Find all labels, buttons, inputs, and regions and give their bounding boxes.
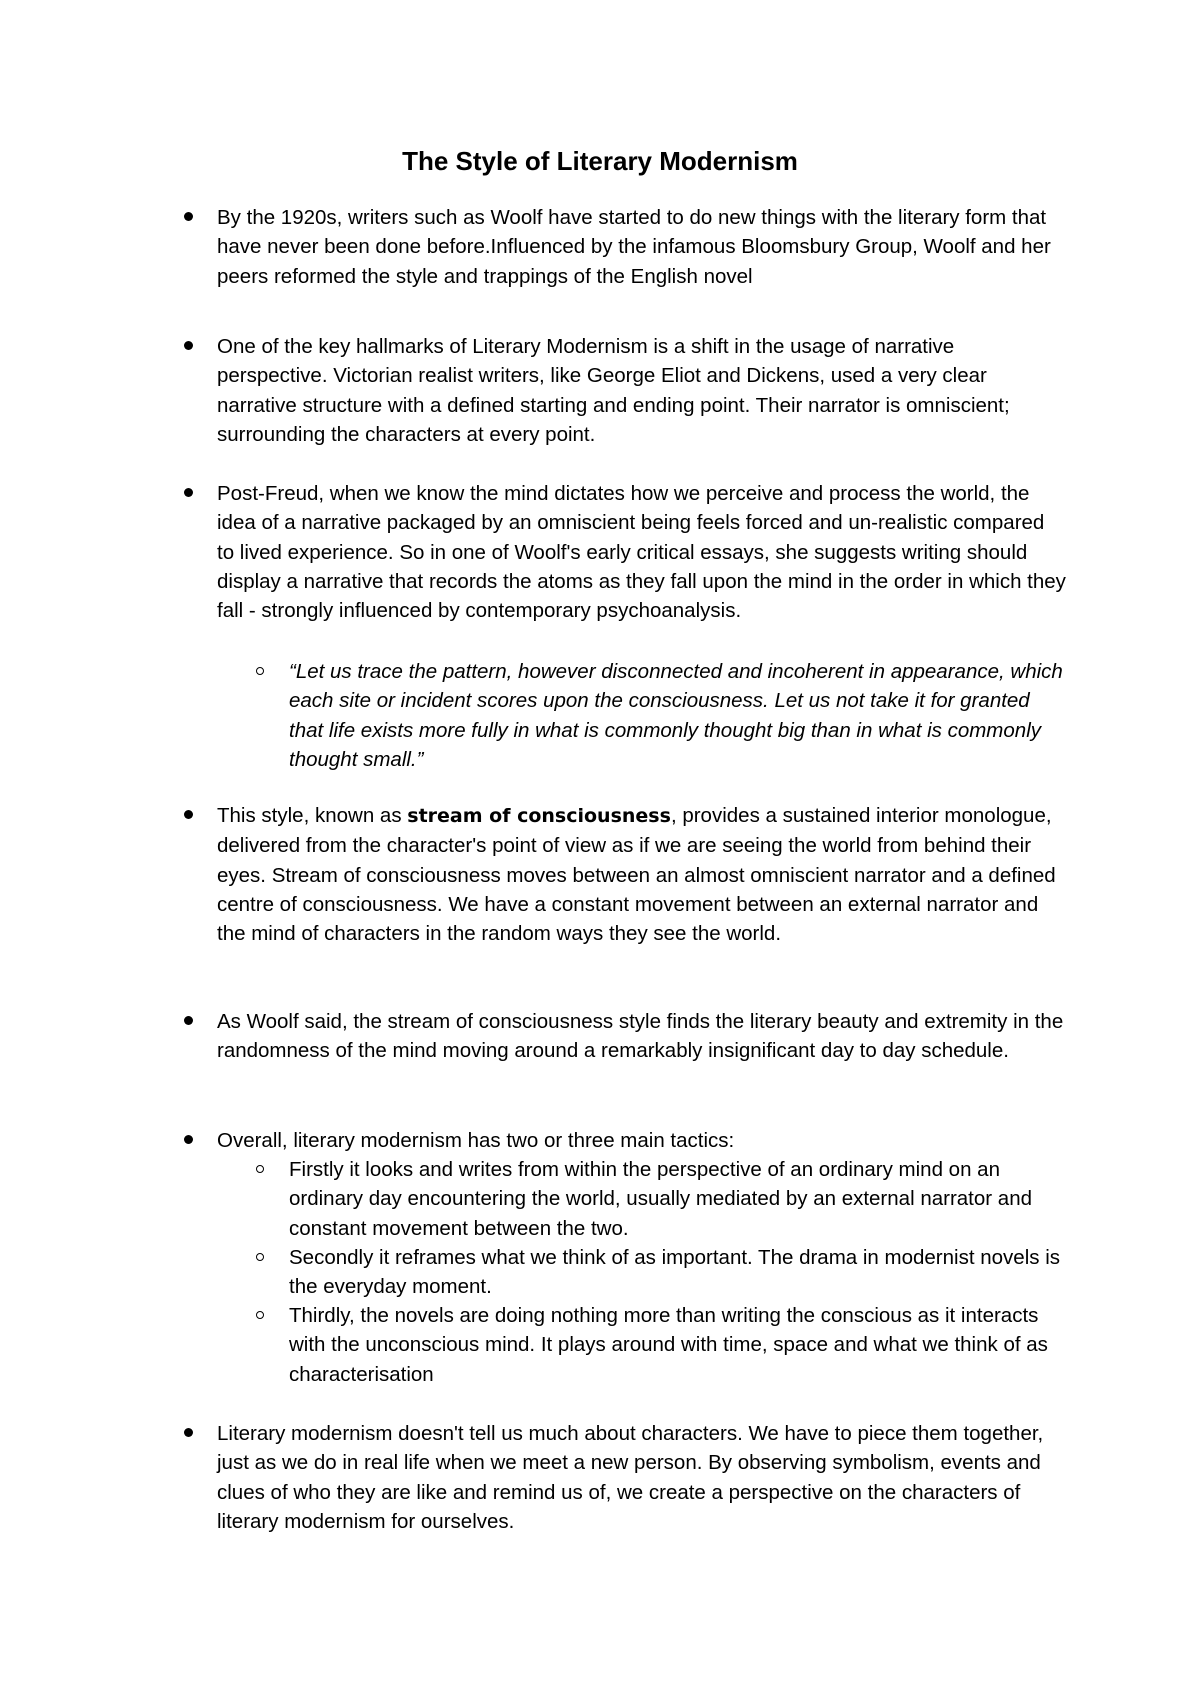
bullet-text: Overall, literary modernism has two or three main tactics: [217,1129,735,1152]
sub-item-text: Thirdly, the novels are doing nothing more than writing the conscious as it interacts with the unconscious mind. It plays around with time, space and what we think of as characterisation [289,1304,1048,1386]
bullet-dot-icon [184,488,193,497]
bullet-dot-icon [184,1016,193,1025]
bullet-text: As Woolf said, the stream of consciousness style finds the literary beauty and extremity in the randomness of the mind moving around a remarkably insignificant day to day schedule. [217,1010,1064,1063]
sub-item-text: Secondly it reframes what we think of as important. The drama in modernist novels is the everyday moment. [289,1246,1060,1299]
bullet-text [217,801,1067,948]
bullet-circle-icon [256,1165,264,1173]
bullet-circle-icon [256,667,264,675]
bullet-text: One of the key hallmarks of Literary Modernism is a shift in the usage of narrative perspective. Victorian realist writers, like George Eliot and Dickens, used a very clear narrative structure with a defined starting and ending point. Their narrator is omniscient; surrounding the characters at every point. [217,335,1010,446]
bullet-circle-icon [256,1253,264,1261]
bullet-dot-icon [184,1428,193,1437]
bullet-circle-icon [256,1311,264,1319]
bold-term: stream of consciousness [407,805,671,827]
bullet-text: By the 1920s, writers such as Woolf have started to do new things with the literary form that have never been done before.Influenced by the infamous Bloomsbury Group, Woolf and her peers reformed the style and trappings of the English novel [217,206,1051,288]
bullet-dot-icon [184,341,193,350]
bullet-text: Literary modernism doesn't tell us much about characters. We have to piece them together, just as we do in real life when we meet a new person. By observing symbolism, events and clues of who they are like and remind us of, we create a perspective on the characters of literary modernism for ourselves. [217,1422,1044,1533]
bullet-text-end: , provides a sustained interior monologue, delivered from the character's point of view as if we are seeing the world from behind their eyes. Stream of consciousness moves between an almost omniscient narrator and a defined centre of consciousness. We have a constant movement between an external narrator and the mind of characters in the random ways they see the world. [217,804,1056,946]
bullet-text-start: This style, known as [217,804,408,827]
quote-text: “Let us trace the pattern, however disconnected and incoherent in appearance, which each site or incident scores upon the consciousness. Let us not take it for granted that life exists more fully in what is commonly thought big than in what is commonly thought small.” [289,660,1063,771]
bullet-dot-icon [184,810,193,819]
page-title: The Style of Literary Modernism [402,146,798,176]
bullet-dot-icon [184,1135,193,1144]
sub-item-text: Firstly it looks and writes from within the perspective of an ordinary mind on an ordinary day encountering the world, usually mediated by an external narrator and constant movement between the two. [289,1158,1032,1240]
bullet-text: Post-Freud, when we know the mind dictates how we perceive and process the world, the idea of a narrative packaged by an omniscient being feels forced and un-realistic compared to lived experience. So in one of Woolf's early critical essays, she suggests writing should display a narrative that records the atoms as they fall upon the mind in the order in which they fall - strongly influenced by contemporary psychoanalysis. [217,482,1066,623]
bullet-dot-icon [184,212,193,221]
